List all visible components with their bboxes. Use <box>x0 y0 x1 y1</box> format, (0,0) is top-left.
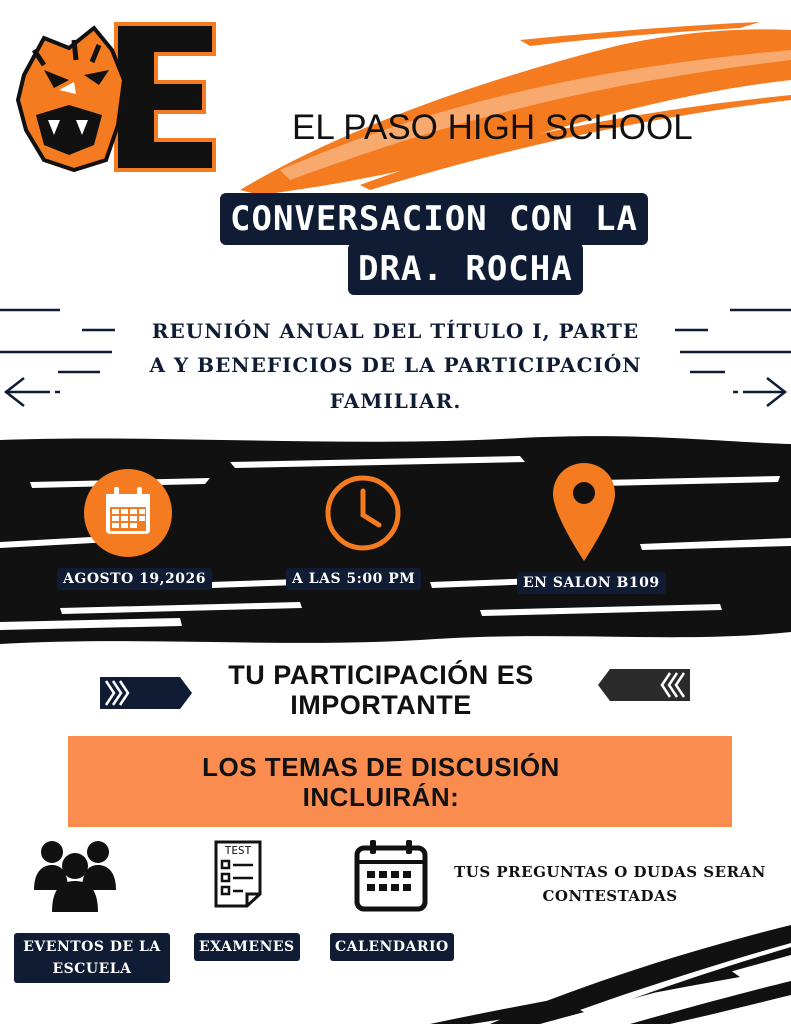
topic-exams: EXAMENES <box>194 933 300 961</box>
title-line-2: DRA. ROCHA <box>348 243 583 295</box>
school-logo <box>14 20 219 175</box>
subtitle-line-2: A Y BENEFICIOS DE LA PARTICIPACIÓN <box>149 353 642 377</box>
participation-line-2: IMPORTANTE <box>290 690 472 720</box>
topic-questions-line-2: CONTESTADAS <box>542 887 678 905</box>
topic-school-events <box>14 933 170 983</box>
calendar-outline-icon <box>354 838 428 912</box>
participation-line-1: TU PARTICIPACIÓN ES <box>228 660 534 690</box>
school-name: EL PASO HIGH SCHOOL <box>292 108 693 147</box>
topics-banner-line-1: LOS TEMAS DE DISCUSIÓN <box>202 752 560 782</box>
clock-icon <box>323 473 403 553</box>
bottom-brush-strokes <box>430 925 791 1024</box>
topic-school-events-line-2: ESCUELA <box>52 961 132 977</box>
event-time: A LAS 5:00 PM <box>286 568 421 590</box>
calendar-icon <box>84 469 172 557</box>
title-line-1: CONVERSACION CON LA <box>220 193 648 245</box>
topic-school-events-line-1: EVENTOS DE LA <box>23 939 161 955</box>
location-pin-icon <box>553 463 615 561</box>
people-group-icon <box>32 838 118 912</box>
tiger-icon <box>14 20 219 175</box>
event-location: EN SALON B109 <box>517 572 666 594</box>
topic-calendar: CALENDARIO <box>330 933 454 961</box>
subtitle-line-1: REUNIÓN ANUAL DEL TÍTULO I, PARTE <box>151 319 640 343</box>
event-date: AGOSTO 19,2026 <box>57 568 212 590</box>
topics-banner-line-2: INCLUIRÁN: <box>302 782 460 812</box>
test-icon-text: TEST <box>224 844 252 857</box>
test-document-icon <box>213 839 263 909</box>
topic-questions-line-1: TUS PREGUNTAS O DUDAS SERAN <box>454 863 766 881</box>
topics-banner <box>68 736 732 827</box>
subtitle-line-3: FAMILIAR. <box>329 389 462 413</box>
